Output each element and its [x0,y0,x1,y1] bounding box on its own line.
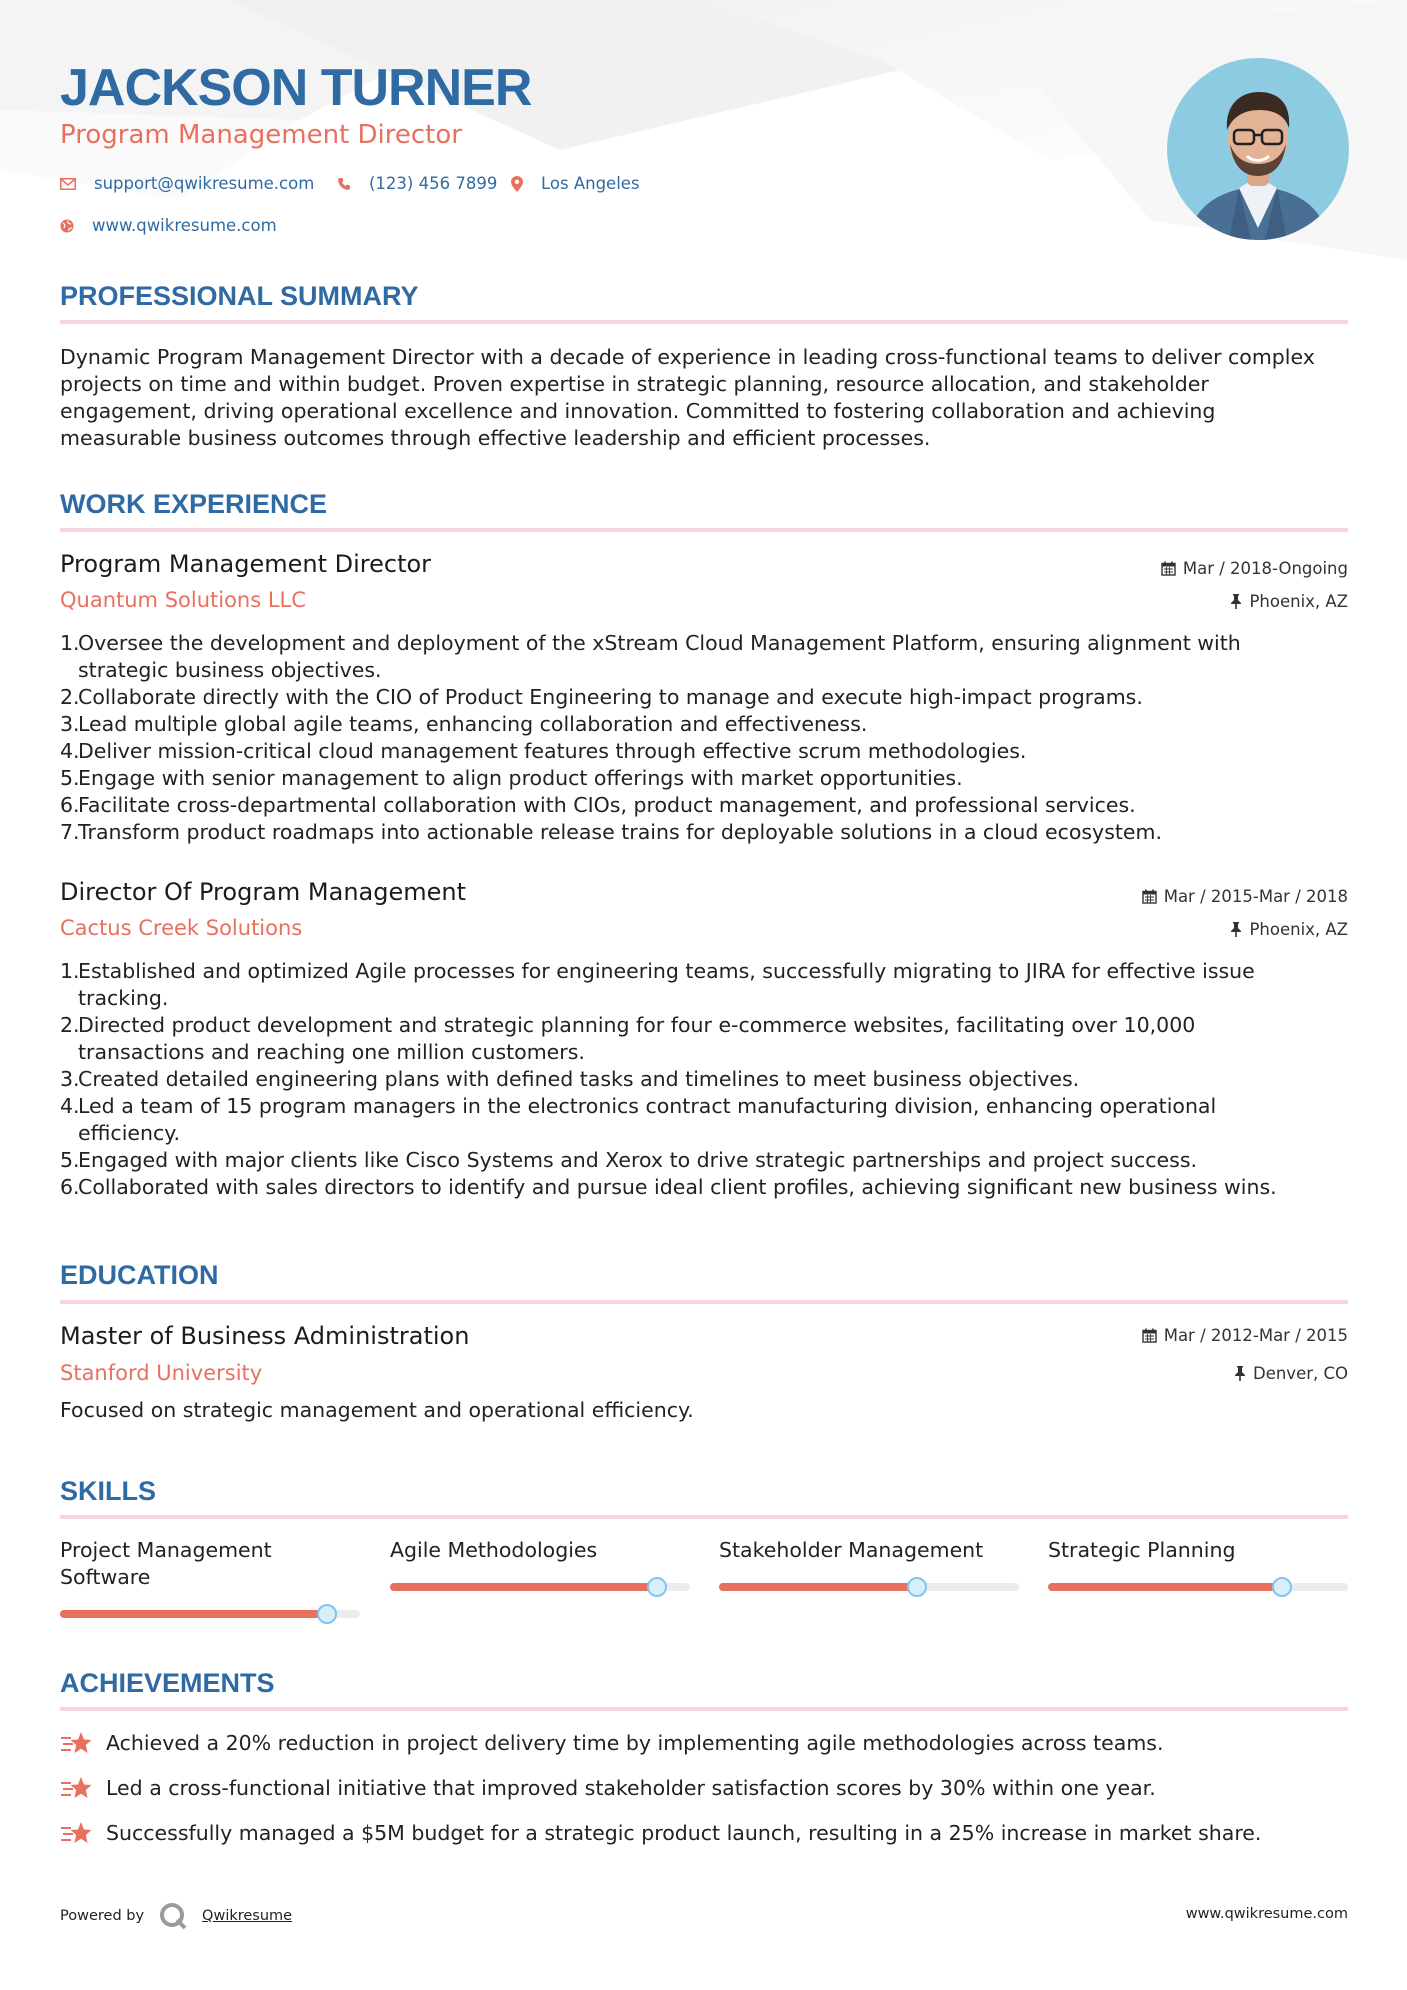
job-company: Cactus Creek Solutions [60,916,303,940]
achievements-heading: ACHIEVEMENTS [60,1668,275,1698]
section-divider [60,320,1348,324]
calendar-icon [1161,561,1176,576]
skills-heading: SKILLS [60,1476,157,1506]
location-text: Phoenix, AZ [1249,920,1348,939]
skill-item [390,1537,690,1564]
pushpin-icon [1230,594,1242,609]
achievement-item [60,1820,1261,1846]
location-text: Denver, CO [1252,1364,1348,1383]
list-item: strategic business objectives. [78,658,382,682]
achievement-item [60,1775,1156,1801]
contact-location [511,174,640,193]
skill-item [719,1537,1019,1564]
summary-line: projects on time and within budget. Proven expertise in strategic planning, resource allocation, and stakeholder [60,372,1209,396]
list-item: transactions and reaching one million customers. [78,1040,585,1064]
section-divider [60,528,1348,532]
list-item: 7. Transform product roadmaps into actionable release trains for deployable solutions in a cloud ecosystem. [60,820,1163,844]
calendar-icon [1142,1328,1157,1343]
candidate-name: JACKSON TURNER [60,59,532,117]
list-item: 5. Engaged with major clients like Cisco Systems and Xerox to drive strategic partnerships and project success. [60,1148,1198,1172]
pushpin-icon [1230,922,1242,937]
shooting-star-icon [60,1730,92,1756]
education-dates [1142,1326,1348,1345]
profile-photo [1167,58,1349,240]
job-responsibilities [60,630,1350,846]
contact-email[interactable] [60,174,314,193]
brand-link[interactable]: Qwikresume [202,1908,293,1924]
education-heading: EDUCATION [60,1260,219,1290]
list-item: 3. Created detailed engineering plans with defined tasks and timelines to meet business objectives. [60,1067,1080,1091]
skill-level-bar [60,1610,360,1618]
list-item: 1. Established and optimized Agile processes for engineering teams, successfully migrating to JIRA for effective issue [60,959,1255,983]
section-divider [60,1707,1348,1711]
degree-title: Master of Business Administration [60,1322,470,1350]
map-pin-icon [511,176,523,192]
skill-label: Strategic Planning [1048,1538,1236,1562]
calendar-icon [1142,889,1157,904]
powered-by-label: Powered by [60,1908,145,1924]
list-item: 5. Engage with senior management to align product offerings with market opportunities. [60,766,963,790]
email-text: support@qwikresume.com [94,174,315,193]
skill-label: Agile Methodologies [390,1538,598,1562]
contact-phone[interactable] [337,174,497,193]
section-divider [60,1515,1348,1519]
education-location [1234,1364,1348,1383]
skill-level-fill [1048,1583,1282,1591]
location-text: Phoenix, AZ [1249,592,1348,611]
job-company: Quantum Solutions LLC [60,588,306,612]
list-item: 4. Deliver mission-critical cloud management features through effective scrum methodologies. [60,739,1027,763]
job-location [1230,920,1348,939]
list-item: tracking. [78,986,169,1010]
website-text: www.qwikresume.com [92,216,277,235]
contact-website[interactable] [60,216,277,235]
school-name: Stanford University [60,1361,263,1385]
skill-level-fill [719,1583,917,1591]
job-title: Program Management Director [60,550,432,578]
education-description: Focused on strategic management and operational efficiency. [60,1398,694,1422]
skill-level-bar [1048,1583,1348,1591]
dates-text: Mar / 2018-Ongoing [1182,559,1348,578]
globe-icon [60,219,74,233]
pushpin-icon [1234,1366,1246,1381]
dates-text: Mar / 2015-Mar / 2018 [1163,887,1348,906]
skill-level-knob [907,1577,927,1597]
list-item: efficiency. [78,1121,180,1145]
job-dates [1142,887,1348,906]
job-dates [1161,559,1348,578]
achievement-text: Successfully managed a $5M budget for a strategic product launch, resulting in a 25% increase in market share. [106,1821,1262,1845]
qwikresume-logo-icon [158,1901,188,1931]
skill-level-knob [317,1604,337,1624]
phone-icon [337,177,351,191]
summary-line: Dynamic Program Management Director with a decade of experience in leading cross-functional teams to deliver complex [60,345,1315,369]
list-item: 4. Led a team of 15 program managers in the electronics contract manufacturing division, enhancing operational [60,1094,1217,1118]
footer-site-link[interactable]: www.qwikresume.com [1185,1906,1348,1922]
dates-text: Mar / 2012-Mar / 2015 [1163,1326,1348,1345]
job-title: Director Of Program Management [60,878,466,906]
achievement-item [60,1730,1164,1756]
list-item: 2. Collaborate directly with the CIO of Product Engineering to manage and execute high-impact programs. [60,685,1143,709]
experience-heading: WORK EXPERIENCE [60,489,328,519]
job-responsibilities [60,958,1350,1201]
achievement-text: Led a cross-functional initiative that improved stakeholder satisfaction scores by 30% within one year. [106,1776,1156,1800]
skill-level-knob [1272,1577,1292,1597]
footer-powered-by [60,1901,292,1931]
shooting-star-icon [60,1820,92,1846]
skill-level-bar [719,1583,1019,1591]
summary-heading: PROFESSIONAL SUMMARY [60,281,419,311]
summary-line: measurable business outcomes through effective leadership and efficient processes. [60,426,931,450]
list-item: 6. Facilitate cross-departmental collaboration with CIOs, product management, and professional services. [60,793,1136,817]
summary-line: engagement, driving operational excellence and innovation. Committed to fostering collaboration and achieving [60,399,1216,423]
list-item: 6. Collaborated with sales directors to identify and pursue ideal client profiles, achieving significant new business wins. [60,1175,1277,1199]
location-text: Los Angeles [541,174,640,193]
skill-level-fill [60,1610,327,1618]
achievement-text: Achieved a 20% reduction in project delivery time by implementing agile methodologies across teams. [106,1731,1164,1755]
list-item: 3. Lead multiple global agile teams, enhancing collaboration and effectiveness. [60,712,868,736]
list-item: 1. Oversee the development and deployment of the xStream Cloud Management Platform, ensuring alignment with [60,631,1241,655]
section-divider [60,1300,1348,1304]
skill-level-fill [390,1583,657,1591]
skill-label: Project Management [60,1538,272,1562]
skill-item [60,1537,360,1591]
skill-item [1048,1537,1348,1564]
candidate-title: Program Management Director [60,120,462,150]
skill-label: Stakeholder Management [719,1538,984,1562]
skill-label-cont: Software [60,1565,151,1589]
job-location [1230,592,1348,611]
summary-text [60,344,1350,452]
phone-text: (123) 456 7899 [369,174,498,193]
skill-level-bar [390,1583,690,1591]
list-item: 2. Directed product development and strategic planning for four e-commerce websites, facilitating over 10,000 [60,1013,1196,1037]
envelope-icon [60,178,76,190]
skill-level-knob [647,1577,667,1597]
shooting-star-icon [60,1775,92,1801]
